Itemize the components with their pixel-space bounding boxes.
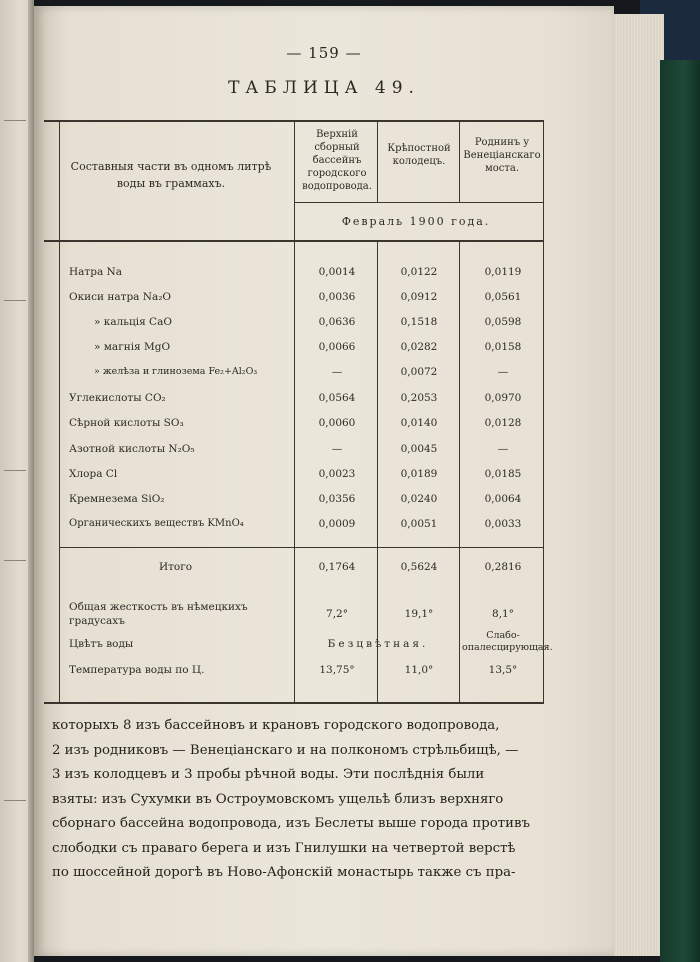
- text-line: 2 изъ родниковъ — Венеціанскаго и на полкономъ стрѣльбищѣ, —: [52, 742, 519, 758]
- value-cell: 7,2°: [326, 608, 348, 620]
- value-cell: Слабо-опалесцирующая.: [462, 630, 553, 653]
- text-line: взяты: изъ Сухумки въ Остроумовскомъ ущельѣ близъ верхняго: [52, 791, 504, 807]
- hardness-row: [44, 601, 544, 627]
- temperature-row: [44, 664, 544, 680]
- table-row: [44, 443, 544, 459]
- color-row: [44, 630, 553, 654]
- column-header-spring: Роднинъ у Венеціанскаго моста.: [463, 137, 541, 174]
- value-cell: 0,0036: [318, 291, 356, 303]
- value-cell: 0,0189: [400, 468, 438, 480]
- text-line: которыхъ 8 изъ бассейновъ и крановъ городского водопровода,: [52, 718, 500, 733]
- value-cell: 0,0240: [400, 493, 438, 505]
- value-cell: 0,0912: [400, 291, 438, 303]
- value-cell: —: [497, 366, 509, 378]
- value-cell: 0,0060: [318, 417, 356, 429]
- table-title: ТАБЛИЦА 49.: [228, 78, 420, 98]
- row-label: » кальція CaO: [94, 316, 172, 328]
- color-label: Цвѣтъ воды: [69, 638, 134, 650]
- total-row: [44, 561, 544, 577]
- value-cell: 0,0023: [318, 468, 356, 480]
- value-cell: 0,0051: [400, 518, 438, 530]
- value-cell: —: [331, 366, 343, 378]
- book-cover-spine: [660, 60, 700, 962]
- row-label: Сѣрной кислоты SO₃: [69, 417, 184, 429]
- value-cell: 0,0970: [484, 392, 522, 404]
- table-row: [44, 366, 544, 382]
- total-rule: [59, 547, 544, 548]
- value-cell: 0,0009: [318, 518, 356, 530]
- left-page-mark: [4, 470, 26, 471]
- text-line: сборнаго бассейна водопровода, изъ Беслеты выше города противъ: [52, 816, 530, 831]
- table-row: [44, 291, 544, 307]
- value-cell: 0,2816: [484, 561, 522, 573]
- table-row: [44, 468, 544, 484]
- value-cell: 0,0564: [318, 392, 356, 404]
- row-label: » магнія MgO: [94, 341, 171, 353]
- header-sub-rule: [294, 202, 544, 203]
- row-label: Натра Na: [69, 266, 122, 278]
- left-page-mark: [4, 120, 26, 121]
- table-row: [44, 341, 544, 357]
- value-cell: 0,0561: [484, 291, 522, 303]
- column-header-fortress-well: Крѣпостной колодецъ.: [387, 143, 451, 167]
- row-label: Окиси натра Na₂O: [69, 291, 172, 303]
- table-row: [44, 266, 544, 282]
- value-cell: 11,0°: [404, 664, 434, 676]
- value-cell: 0,0158: [484, 341, 522, 353]
- row-label: Азотной кислоты N₂O₅: [69, 443, 195, 455]
- value-cell: 0,0066: [318, 341, 356, 353]
- row-label: » желѣза и глинозема Fe₂+Al₂O₃: [94, 366, 258, 377]
- left-page-edge: [0, 0, 34, 962]
- value-cell: 0,0064: [484, 493, 522, 505]
- value-cell: 0,0140: [400, 417, 438, 429]
- row-label: Кремнезема SiO₂: [69, 493, 165, 505]
- row-label: Хлора Cl: [69, 468, 118, 480]
- value-cell: —: [497, 443, 509, 455]
- row-label: Углекислоты CO₂: [69, 392, 166, 404]
- value-cell: 0,0119: [484, 266, 522, 278]
- value-cell: 0,0282: [400, 341, 438, 353]
- value-cell: 0,0122: [400, 266, 438, 278]
- row-label: Органическихъ веществъ KMnO₄: [69, 518, 244, 529]
- value-cell: 0,0033: [484, 518, 522, 530]
- value-cell: —: [331, 443, 343, 455]
- value-cell: 8,1°: [492, 608, 514, 620]
- value-cell: 0,0014: [318, 266, 356, 278]
- column-header-reservoir: Верхній сборный бассейнъ городского водопровода.: [302, 129, 372, 192]
- water-analysis-table: [44, 120, 553, 704]
- left-page-mark: [4, 300, 26, 301]
- column-divider: [459, 120, 460, 202]
- hardness-label: Общая жесткость въ нѣмецкихъ градусахъ: [69, 601, 248, 627]
- left-page-mark: [4, 560, 26, 561]
- value-cell: 0,0045: [400, 443, 438, 455]
- value-cell: 0,5624: [400, 561, 438, 573]
- table-row: [44, 316, 544, 332]
- page-block-edge: [612, 14, 664, 956]
- value-cell: 0,0636: [318, 316, 356, 328]
- sampling-date: Февраль 1900 года.: [341, 215, 491, 228]
- table-row: [44, 493, 544, 509]
- value-cell: 0,0356: [318, 493, 356, 505]
- text-line: 3 изъ колодцевъ и 3 пробы рѣчной воды. Эти послѣднія были: [52, 767, 485, 782]
- table-row: [44, 392, 544, 408]
- value-cell: Безцвѣтная.: [327, 638, 429, 650]
- book-page: [34, 6, 614, 956]
- total-label: Итого: [158, 561, 193, 573]
- body-paragraph: [52, 714, 544, 886]
- value-cell: 19,1°: [404, 608, 434, 620]
- left-page-mark: [4, 800, 26, 801]
- column-divider: [377, 120, 378, 202]
- temperature-label: Температура воды по Ц.: [69, 664, 205, 676]
- text-line: слободки съ праваго берега и изъ Гнилушки на четвертой верстѣ: [52, 840, 516, 856]
- page-number: — 159 —: [286, 44, 362, 62]
- value-cell: 13,5°: [488, 664, 518, 676]
- column-header-components: Составныя части въ одномъ литрѣ воды въ граммахъ.: [70, 160, 272, 190]
- value-cell: 0,0072: [400, 366, 438, 378]
- value-cell: 0,1764: [318, 561, 356, 573]
- value-cell: 0,0128: [484, 417, 522, 429]
- value-cell: 0,0185: [484, 468, 522, 480]
- value-cell: 0,0598: [484, 316, 522, 328]
- value-cell: 0,1518: [400, 316, 438, 328]
- table-row: [44, 417, 544, 433]
- text-line: по шоссейной дорогѣ въ Ново-Афонскій монастырь также съ пра-: [52, 865, 516, 880]
- value-cell: 13,75°: [319, 664, 355, 676]
- table-row: [44, 518, 544, 534]
- value-cell: 0,2053: [400, 392, 438, 404]
